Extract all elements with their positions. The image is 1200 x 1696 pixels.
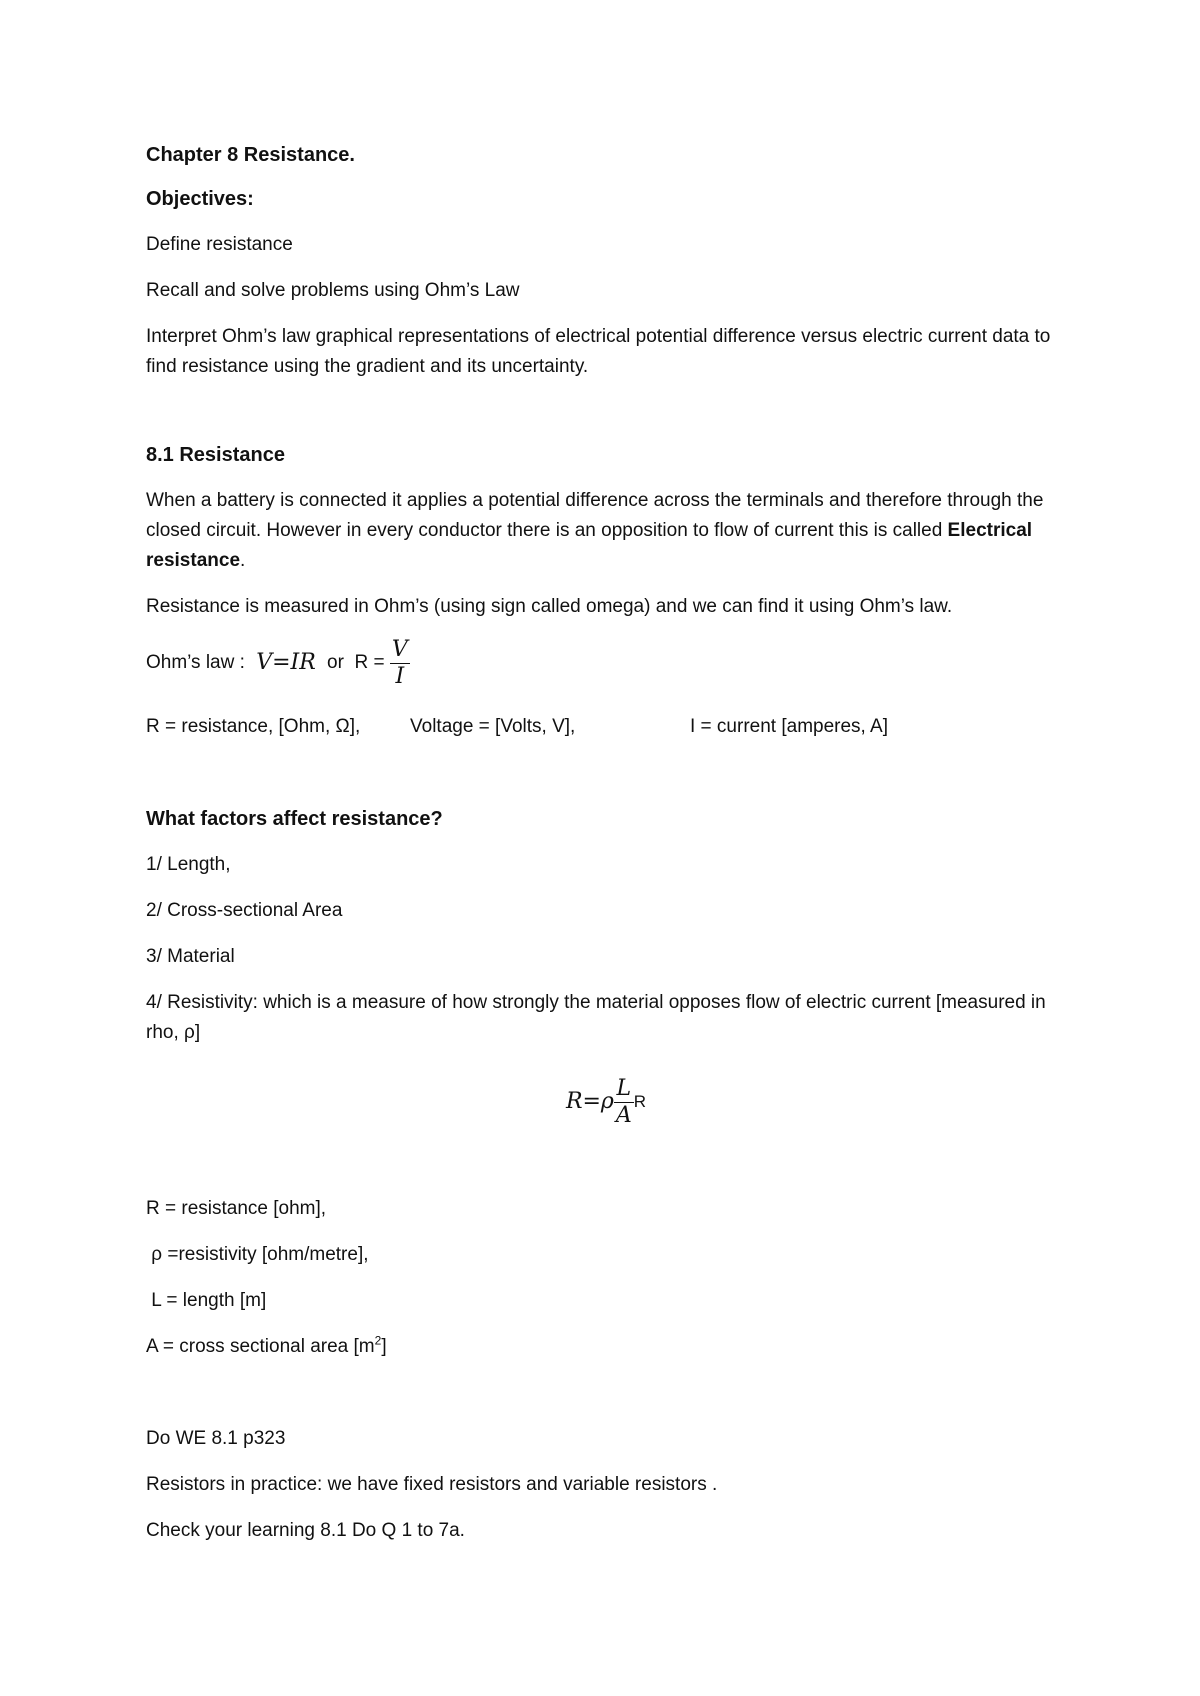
resistivity-formula — [146, 1070, 1066, 1134]
formula-suffix: R — [633, 1092, 647, 1111]
units-voltage: Voltage = [Volts, V], — [410, 716, 576, 737]
resistance-units-paragraph: Resistance is measured in Ohm’s (using sign called omega) and we can find it using Ohm’s law. — [146, 596, 953, 617]
factor-item: 2/ Cross-sectional Area — [146, 900, 343, 921]
definition-text: A = cross sectional area [m — [146, 1336, 375, 1357]
fraction-numerator: V — [391, 636, 408, 662]
objective-item: Recall and solve problems using Ohm’s Law — [146, 280, 520, 301]
objectives-heading: Objectives: — [146, 188, 254, 210]
formula-fraction — [614, 1076, 634, 1129]
definition-item: L = length [m] — [146, 1290, 267, 1311]
definition-item: ρ =resistivity [ohm/metre], — [146, 1244, 369, 1265]
units-current: I = current [amperes, A] — [690, 716, 889, 737]
factor-item: 1/ Length, — [146, 854, 231, 875]
formula-left: R=ρ — [565, 1089, 614, 1114]
paragraph-text: When a battery is connected it applies a potential difference across the terminals and therefore through the closed circuit. However in every conductor there is an opposition to flow of current this is called — [146, 490, 1044, 541]
fraction-denominator: I — [395, 663, 405, 689]
task-item: Do WE 8.1 p323 — [146, 1428, 286, 1449]
area-definition — [146, 1332, 387, 1362]
definition-end: ] — [381, 1336, 387, 1357]
task-item: Check your learning 8.1 Do Q 1 to 7a. — [146, 1520, 465, 1541]
factors-heading: What factors affect resistance? — [146, 808, 443, 830]
section-heading: 8.1 Resistance — [146, 444, 285, 466]
chapter-title: Chapter 8 Resistance. — [146, 144, 355, 166]
objective-item: Interpret Ohm’s law graphical representations of electrical potential difference versus electric current data to find resistance using the gradient and its uncertainty. — [146, 326, 1051, 377]
ohms-law-fraction — [390, 637, 410, 690]
resistance-paragraph — [146, 486, 1066, 576]
ohms-law-line — [146, 634, 410, 692]
exponent: 2 — [374, 1333, 382, 1348]
paragraph-end: . — [240, 550, 246, 571]
task-item: Resistors in practice: we have fixed resistors and variable resistors . — [146, 1474, 718, 1495]
fraction-denominator: A — [615, 1102, 632, 1128]
units-resistance: R = resistance, [Ohm, Ω], — [146, 716, 361, 737]
fraction-numerator: L — [614, 1076, 634, 1103]
objective-item: Define resistance — [146, 234, 293, 255]
factor-item: 4/ Resistivity: which is a measure of how strongly the material opposes flow of electric current [measured in rho, ρ] — [146, 992, 1046, 1043]
emphasis-text: Electrical resistance — [146, 520, 1033, 571]
ohms-law-label: Ohm’s law : — [146, 652, 251, 673]
ohms-law-equation: V=IR — [256, 650, 316, 675]
factor-item: 3/ Material — [146, 946, 235, 967]
definition-item: R = resistance [ohm], — [146, 1198, 327, 1219]
ohms-law-or: or R = — [321, 652, 390, 673]
